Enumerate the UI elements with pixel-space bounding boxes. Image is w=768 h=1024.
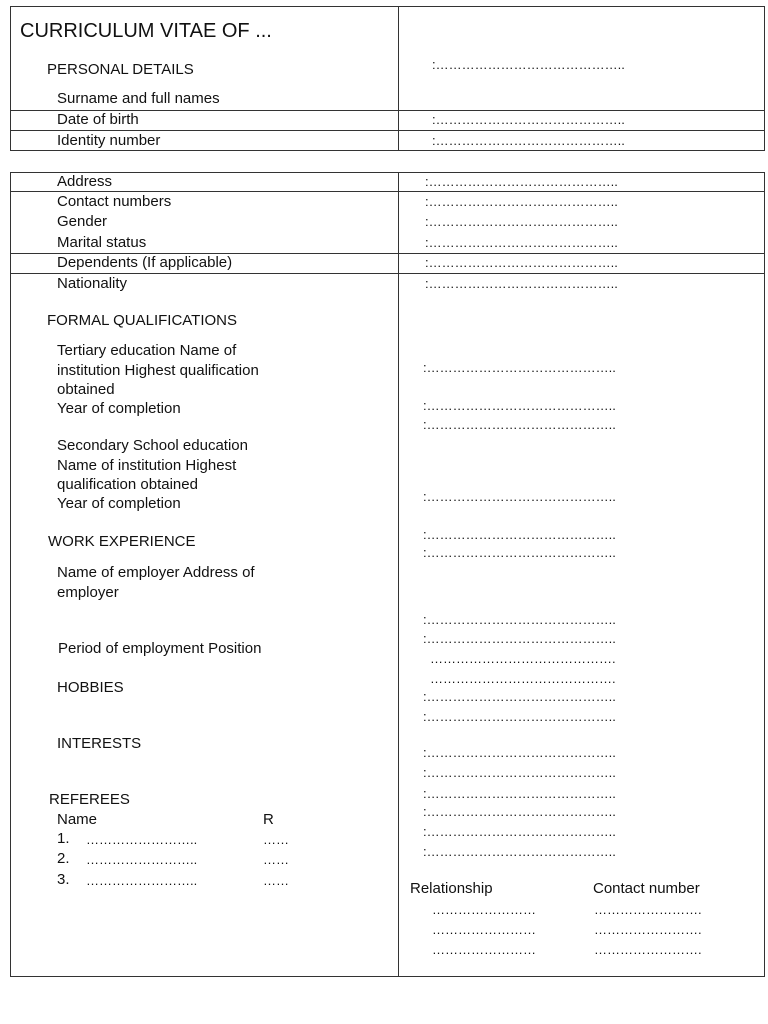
dob-label: Date of birth: [57, 111, 139, 128]
surname-label: Surname and full names: [57, 90, 220, 107]
work-field-1[interactable]: :……………………………………..: [423, 527, 616, 542]
employer-field-2[interactable]: :……………………………………..: [423, 631, 616, 646]
interests-field-1[interactable]: :……………………………………..: [423, 745, 616, 760]
referee-r-field[interactable]: ……: [263, 873, 289, 888]
row-line: [10, 191, 765, 192]
interests-field-6[interactable]: :……………………………………..: [423, 844, 616, 859]
gender-field[interactable]: :……………………………………..: [425, 214, 618, 229]
work-experience-heading: WORK EXPERIENCE: [48, 533, 196, 550]
interests-field-3[interactable]: :……………………………………..: [423, 786, 616, 801]
contact-numbers-label: Contact numbers: [57, 193, 172, 210]
referee-row-number: 2.: [57, 850, 70, 867]
main-box-divider: [398, 172, 399, 977]
referee-row-number: 1.: [57, 830, 70, 847]
referee-r-field[interactable]: ……: [263, 852, 289, 867]
gender-label: Gender: [57, 213, 108, 230]
id-label: Identity number: [57, 132, 161, 149]
nationality-field[interactable]: :……………………………………..: [425, 276, 618, 291]
referee-name-field[interactable]: ……………………..: [86, 852, 198, 867]
work-field-2[interactable]: :……………………………………..: [423, 545, 616, 560]
secondary-education-label: Secondary School education Name of institution Highest qualification obtained: [57, 437, 248, 493]
nationality-label: Nationality: [57, 275, 128, 292]
dependents-label: Dependents (If applicable): [57, 254, 233, 271]
employer-label: Name of employer Address of employer: [57, 564, 255, 601]
period-label: Period of employment Position: [58, 640, 262, 657]
contact-number-field[interactable]: …………………….: [594, 922, 702, 937]
marital-status-field[interactable]: :……………………………………..: [425, 235, 618, 250]
tertiary-extra-field[interactable]: :……………………………………..: [423, 417, 616, 432]
contact-number-field[interactable]: …………………….: [594, 942, 702, 957]
document-title: CURRICULUM VITAE OF ...: [20, 20, 272, 42]
row-line: [10, 273, 765, 274]
referee-name-field[interactable]: ……………………..: [86, 832, 198, 847]
contact-numbers-field[interactable]: :……………………………………..: [425, 194, 618, 209]
relationship-field[interactable]: ……………………: [432, 902, 536, 917]
hobbies-heading: HOBBIES: [57, 679, 124, 696]
contact-number-column: Contact number: [593, 880, 700, 897]
hobbies-field-2[interactable]: :……………………………………..: [423, 709, 616, 724]
period-field-2[interactable]: …………………………………….: [430, 671, 616, 686]
contact-number-field[interactable]: …………………….: [594, 902, 702, 917]
id-field[interactable]: :……………………………………..: [432, 133, 625, 148]
dependents-field[interactable]: :……………………………………..: [425, 255, 618, 270]
period-field-1[interactable]: …………………………………….: [430, 651, 616, 666]
row-line: [10, 130, 765, 131]
address-label: Address: [57, 173, 113, 190]
personal-details-heading: PERSONAL DETAILS: [47, 61, 194, 78]
referee-name-field[interactable]: ……………………..: [86, 873, 198, 888]
relationship-field[interactable]: ……………………: [432, 922, 536, 937]
tertiary-field[interactable]: :……………………………………..: [423, 360, 616, 375]
tertiary-education-label: Tertiary education Name of institution Highest qualification obtained: [57, 342, 259, 398]
hobbies-field-1[interactable]: :……………………………………..: [423, 689, 616, 704]
marital-status-label: Marital status: [57, 234, 147, 251]
interests-heading: INTERESTS: [57, 735, 142, 752]
referee-r-field[interactable]: ……: [263, 832, 289, 847]
interests-field-2[interactable]: :……………………………………..: [423, 765, 616, 780]
address-field[interactable]: :……………………………………..: [425, 174, 618, 189]
referee-name-column: Name: [57, 811, 98, 828]
relationship-column: Relationship: [410, 880, 493, 897]
secondary-year-label: Year of completion: [57, 495, 181, 512]
surname-field[interactable]: :……………………………………..: [432, 57, 625, 72]
dob-field[interactable]: :……………………………………..: [432, 112, 625, 127]
interests-field-5[interactable]: :……………………………………..: [423, 824, 616, 839]
referee-r-column: R: [263, 811, 274, 828]
interests-field-4[interactable]: :……………………………………..: [423, 804, 616, 819]
secondary-field[interactable]: :……………………………………..: [423, 489, 616, 504]
relationship-field[interactable]: ……………………: [432, 942, 536, 957]
tertiary-year-label: Year of completion: [57, 400, 181, 417]
referee-row-number: 3.: [57, 871, 70, 888]
tertiary-year-field[interactable]: :……………………………………..: [423, 398, 616, 413]
formal-qualifications-heading: FORMAL QUALIFICATIONS: [47, 312, 238, 329]
employer-field-1[interactable]: :……………………………………..: [423, 612, 616, 627]
referees-heading: REFEREES: [49, 791, 130, 808]
